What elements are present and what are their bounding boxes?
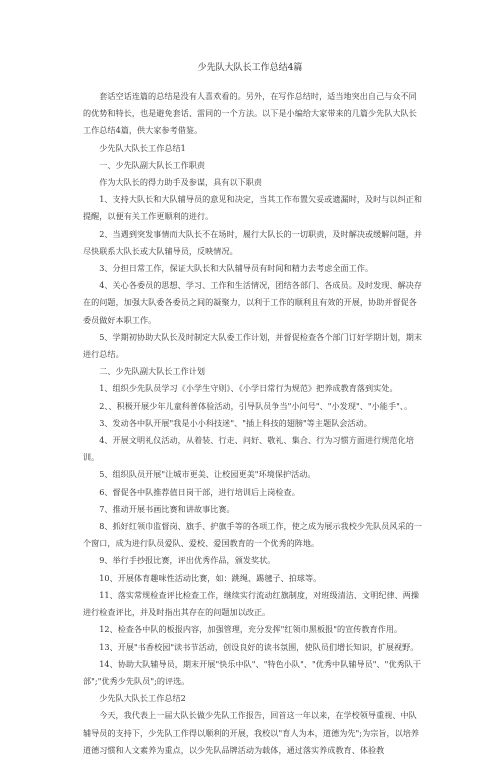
list-item: 4、开展文明礼仪活动，从着装、行走、问好、敬礼、集合、行为习惯方面进行规范化培训。 xyxy=(83,435,414,463)
document-body xyxy=(83,88,423,759)
list-item: 11、落实常规检查评比检查工作，继续实行流动红旗制度，对班级清洁、文明纪律、两操进行检查评比，并及时指出其存在的问题加以改正。 xyxy=(83,589,420,618)
list-item: 2、当遇到突发事情而大队长不在场时，履行大队长的一切职责，及时解决或缓解问题，并尽快联系大队长或大队辅导员，反映情况。 xyxy=(83,228,422,256)
paragraph: 套话空话连篇的总结是没有人喜欢看的。另外，在写作总结时，适当地突出自己与众不同的优势和特长，也是避免套话、雷同的一个方法。以下是小编给大家带来的几篇少先队大队长工作总结4篇，供大家参考借鉴。 xyxy=(83,91,417,136)
list-item: 12、检查各中队的板报内容，加强管理，充分发挥"红领巾黑板报"的宣传教育作用。 xyxy=(99,624,403,635)
list-item: 6、督促各中队推荐值日岗干部，进行培训后上岗检查。 xyxy=(99,486,300,497)
section-heading: 少先队大队长工作总结1 xyxy=(99,142,186,153)
list-item: 10、开展体育趣味性活动比赛，如：跳绳、踢毽子、拍球等。 xyxy=(99,572,322,583)
list-item: 8、抓好红领巾监督岗、旗手、护旗手等的各项工作，使之成为展示我校少先队员风采的一个窗口，成为进行队员爱队、爱校、爱国教育的一个优秀的阵地。 xyxy=(83,521,422,549)
list-item: 3、发动各中队开展"我是小小科技迷"、"插上科技的翅膀"等主题队会活动。 xyxy=(99,417,372,428)
list-item: 3、分担日常工作，保证大队长和大队辅导员有时间和精力去考虑全面工作。 xyxy=(99,263,374,274)
list-item: 2、、积极开展少年儿童科普体验活动，引导队员争当"小问号"、"小发现"、"小能手"、。 xyxy=(99,400,413,411)
list-item: 7、推动开展书画比赛和讲故事比赛。 xyxy=(99,503,235,514)
list-item: 1、支持大队长和大队辅导员的意见和决定，当其工作布置欠妥或遗漏时，及时与以纠正和提醒，以便有关工作更顺利的进行。 xyxy=(83,194,422,222)
section-heading: 二、少先队副大队长工作计划 xyxy=(99,366,206,377)
list-item: 13、开展"书香校园"读书节活动，创设良好的读书氛围，使队员们增长知识，扩展视野。 xyxy=(99,641,419,652)
section-heading: 一、少先队副大队长工作职责 xyxy=(99,159,206,170)
list-item: 1、组织少先队员学习《小学生守则》、《小学日常行为规范》把养成教育落到实处。 xyxy=(99,383,398,394)
paragraph: 作为大队长的得力助手及参谋，具有以下职责 xyxy=(99,177,263,188)
list-item: 4、关心各委员的思想、学习、工作和生活情况，团结各部门、各成员。及时发现、解决存在的问题，加强大队委各委员之间的凝聚力，以利于工作的顺利且有效的开展，协助并督促各委员做好本职工作。 xyxy=(83,280,422,325)
list-item: 5、学期初协助大队长及时制定大队委工作计划，并督促检查各个部门订好学期计划，期末进行总结。 xyxy=(83,331,422,360)
list-item: 14、协助大队辅导员，期末开展"快乐中队"、"特色小队"、"优秀中队辅导员"、"优秀队干部";"优秀少先队员";的评选。 xyxy=(83,658,422,686)
section-heading: 少先队大队长工作总结2 xyxy=(99,693,186,704)
list-item: 9、举行手抄报比赛，评出优秀作品，颁发奖状。 xyxy=(99,555,276,566)
document-title: 少先队大队长工作总结4篇 xyxy=(197,63,303,73)
list-item: 5、组织队员开展"让城市更美、让校园更美"环境保护活动。 xyxy=(99,469,316,480)
paragraph: 今天，我代表上一届大队长做少先队工作报告，回首这一年以来，在学校领导重视、中队辅导员的支持下，少先队工作得以顺利的开展，我校以"育人为本，道德为先";为宗旨，以培养道德习惯和人文素养为重点，以少先队品牌活动为载体，通过落实养成教育、体验教 xyxy=(83,710,420,755)
